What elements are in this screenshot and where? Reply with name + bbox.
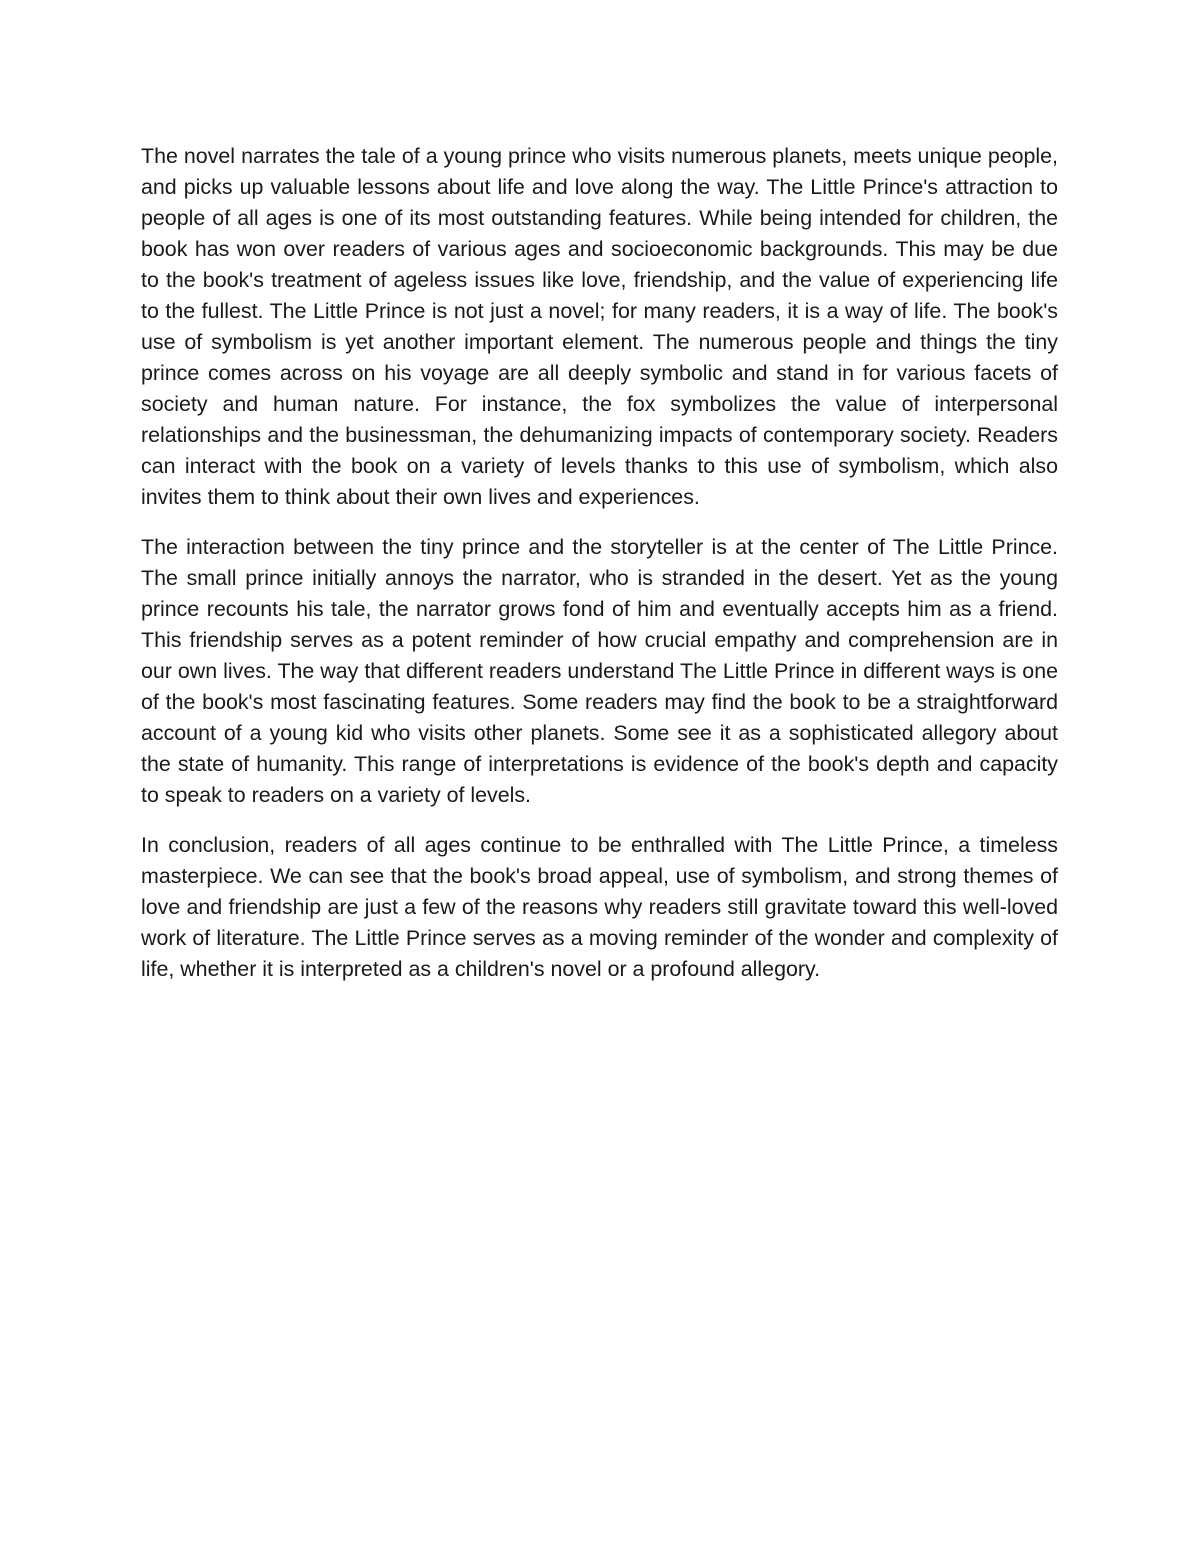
paragraph-2: The interaction between the tiny prince and the storyteller is at the center of The Little Prince. The small prince initially annoys the narrator, who is stranded in the desert. Yet as the young prince recounts his tale, the narrator grows fond of him and eventually accepts him as a friend. This friendship serves as a potent reminder of how crucial empathy and comprehension are in our own lives. The way that different readers understand The Little Prince in different ways is one of the book's most fascinating features. Some readers may find the book to be a straightforward account of a young kid who visits other planets. Some see it as a sophisticated allegory about the state of humanity. This range of interpretations is evidence of the book's depth and capacity to speak to readers on a variety of levels. [141, 535, 1058, 807]
paragraph-1: The novel narrates the tale of a young prince who visits numerous planets, meets unique people, and picks up valuable lessons about life and love along the way. The Little Prince's attraction to people of all ages is one of its most outstanding features. While being intended for children, the book has won over readers of various ages and socioeconomic backgrounds. This may be due to the book's treatment of ageless issues like love, friendship, and the value of experiencing life to the fullest. The Little Prince is not just a novel; for many readers, it is a way of life. The book's use of symbolism is yet another important element. The numerous people and things the tiny prince comes across on his voyage are all deeply symbolic and stand in for various facets of society and human nature. For instance, the fox symbolizes the value of interpersonal relationships and the businessman, the dehumanizing impacts of contemporary society. Readers can interact with the book on a variety of levels thanks to this use of symbolism, which also invites them to think about their own lives and experiences. [141, 144, 1058, 509]
document-body [141, 141, 1058, 1004]
paragraph-3: In conclusion, readers of all ages continue to be enthralled with The Little Prince, a timeless masterpiece. We can see that the book's broad appeal, use of symbolism, and strong themes of love and friendship are just a few of the reasons why readers still gravitate toward this well-loved work of literature. The Little Prince serves as a moving reminder of the wonder and complexity of life, whether it is interpreted as a children's novel or a profound allegory. [141, 833, 1058, 981]
